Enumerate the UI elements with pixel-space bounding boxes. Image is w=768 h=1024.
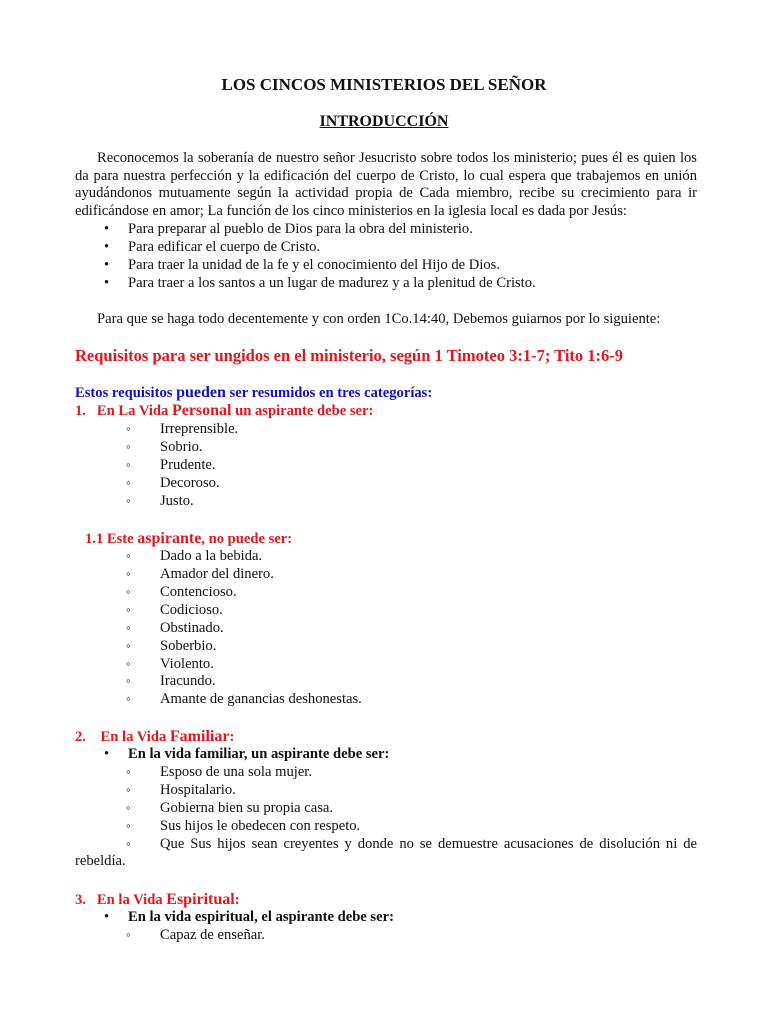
circle-bullet-icon: ◦ <box>126 439 131 454</box>
circle-bullet-icon: ◦ <box>126 620 131 635</box>
list-item: Para traer la unidad de la fe y el conocimiento del Hijo de Dios. <box>128 257 501 273</box>
circle-bullet-icon: ◦ <box>126 548 131 563</box>
section2-heading <box>75 728 234 746</box>
circle-bullet-icon: ◦ <box>126 584 131 599</box>
bullet-icon: • <box>104 909 110 925</box>
bullet-icon: • <box>104 221 110 237</box>
section-before: En la Vida <box>96 892 167 908</box>
list-item: Sobrio. <box>160 439 203 455</box>
list-item: Violento. <box>160 656 214 672</box>
list-item: Dado a la bebida. <box>160 548 263 564</box>
circle-bullet-icon: ◦ <box>126 457 131 472</box>
list-item: Obstinado. <box>160 620 224 636</box>
section-after: , no puede ser: <box>201 531 293 547</box>
section-emphasis: Espiritual <box>166 891 235 908</box>
circle-bullet-icon: ◦ <box>126 691 131 706</box>
list-item: Hospitalario. <box>160 782 236 798</box>
circle-bullet-icon: ◦ <box>126 782 131 797</box>
list-item: Codicioso. <box>160 602 223 618</box>
list-item: Para edificar el cuerpo de Cristo. <box>128 239 321 255</box>
section-before: En la Vida <box>100 729 170 745</box>
summary-emphasis: pueden <box>176 384 226 401</box>
circle-bullet-icon: ◦ <box>126 800 131 815</box>
section2-subheading: En la vida familiar, un aspirante debe ser: <box>128 746 390 762</box>
bullet-icon: • <box>104 746 110 762</box>
list-item: Soberbio. <box>160 638 217 654</box>
circle-bullet-icon: ◦ <box>126 421 131 436</box>
list-item: Esposo de una sola mujer. <box>160 764 312 780</box>
bullet-icon: • <box>104 239 110 255</box>
section1-heading <box>75 402 373 420</box>
list-item-continuation: rebeldía. <box>75 853 126 869</box>
list-item: Sus hijos le obedecen con respeto. <box>160 818 361 834</box>
list-item: Que Sus hijos sean creyentes y donde no se demuestre acusaciones de disolución ni de <box>160 836 697 852</box>
section-emphasis: Personal <box>171 402 232 419</box>
circle-bullet-icon: ◦ <box>126 475 131 490</box>
circle-bullet-icon: ◦ <box>126 638 131 653</box>
list-item: Justo. <box>160 493 194 509</box>
circle-bullet-icon: ◦ <box>126 493 131 508</box>
summary-after: ser resumidos en tres categorías: <box>225 385 433 401</box>
circle-bullet-icon: ◦ <box>126 656 131 671</box>
list-item: Gobierna bien su propia casa. <box>160 800 334 816</box>
list-item: Decoroso. <box>160 475 220 491</box>
circle-bullet-icon: ◦ <box>126 836 131 851</box>
circle-bullet-icon: ◦ <box>126 818 131 833</box>
circle-bullet-icon: ◦ <box>126 566 131 581</box>
section-before: 1.1 Este <box>85 531 138 547</box>
circle-bullet-icon: ◦ <box>126 602 131 617</box>
section-after: un aspirante debe ser: <box>231 403 374 419</box>
summary-before: Estos requisitos <box>75 385 177 401</box>
section-after: : <box>229 729 235 745</box>
list-item: Amante de ganancias deshonestas. <box>160 691 362 707</box>
intro-paragraph-text: Reconocemos la soberanía de nuestro señor Jesucristo sobre todos los ministerio; pues él es quien los da para nuestra perfección y la edificación del cuerpo de Cristo, lo cual espera que trabajemos en unión ayudándonos mutuamente según la actividad propia de Cada miembro, recibe su crecimiento para ir edificándose en amor; La función de los cinco ministerios en la iglesia local es dada por Jesús: <box>75 150 697 219</box>
circle-bullet-icon: ◦ <box>126 927 131 942</box>
list-item: Prudente. <box>160 457 216 473</box>
list-item: Para preparar al pueblo de Dios para la obra del ministerio. <box>128 221 473 237</box>
bullet-icon: • <box>104 275 110 291</box>
list-item: Capaz de enseñar. <box>160 927 265 943</box>
list-item: Amador del dinero. <box>160 566 274 582</box>
list-item: Iracundo. <box>160 673 216 689</box>
section-number: 1. <box>75 403 86 419</box>
section-after: : <box>234 892 240 908</box>
bullet-icon: • <box>104 257 110 273</box>
circle-bullet-icon: ◦ <box>126 764 131 779</box>
section3-heading <box>75 891 240 909</box>
document-title: LOS CINCOS MINISTERIOS DEL SEÑOR <box>221 75 547 94</box>
section-emphasis: aspirante <box>137 530 202 547</box>
circle-bullet-icon: ◦ <box>126 673 131 688</box>
list-item: Irreprensible. <box>160 421 239 437</box>
summary-heading <box>75 384 432 402</box>
order-sentence: Para que se haga todo decentemente y con orden 1Co.14:40, Debemos guiarnos por lo siguiente: <box>97 311 661 327</box>
section-emphasis: Familiar <box>169 728 230 745</box>
section1-1-heading <box>85 530 292 548</box>
section-before: En La Vida <box>96 403 172 419</box>
section-number: 2. <box>75 729 86 745</box>
requirements-heading: Requisitos para ser ungidos en el ministerio, según 1 Timoteo 3:1-7; Tito 1:6-9 <box>75 346 624 365</box>
list-item: Para traer a los santos a un lugar de madurez y a la plenitud de Cristo. <box>128 275 536 291</box>
section-number: 3. <box>75 892 86 908</box>
intro-heading: INTRODUCCIÓN <box>319 113 449 130</box>
section3-subheading: En la vida espiritual, el aspirante debe ser: <box>128 909 394 925</box>
intro-paragraph <box>75 150 697 220</box>
list-item: Contencioso. <box>160 584 237 600</box>
